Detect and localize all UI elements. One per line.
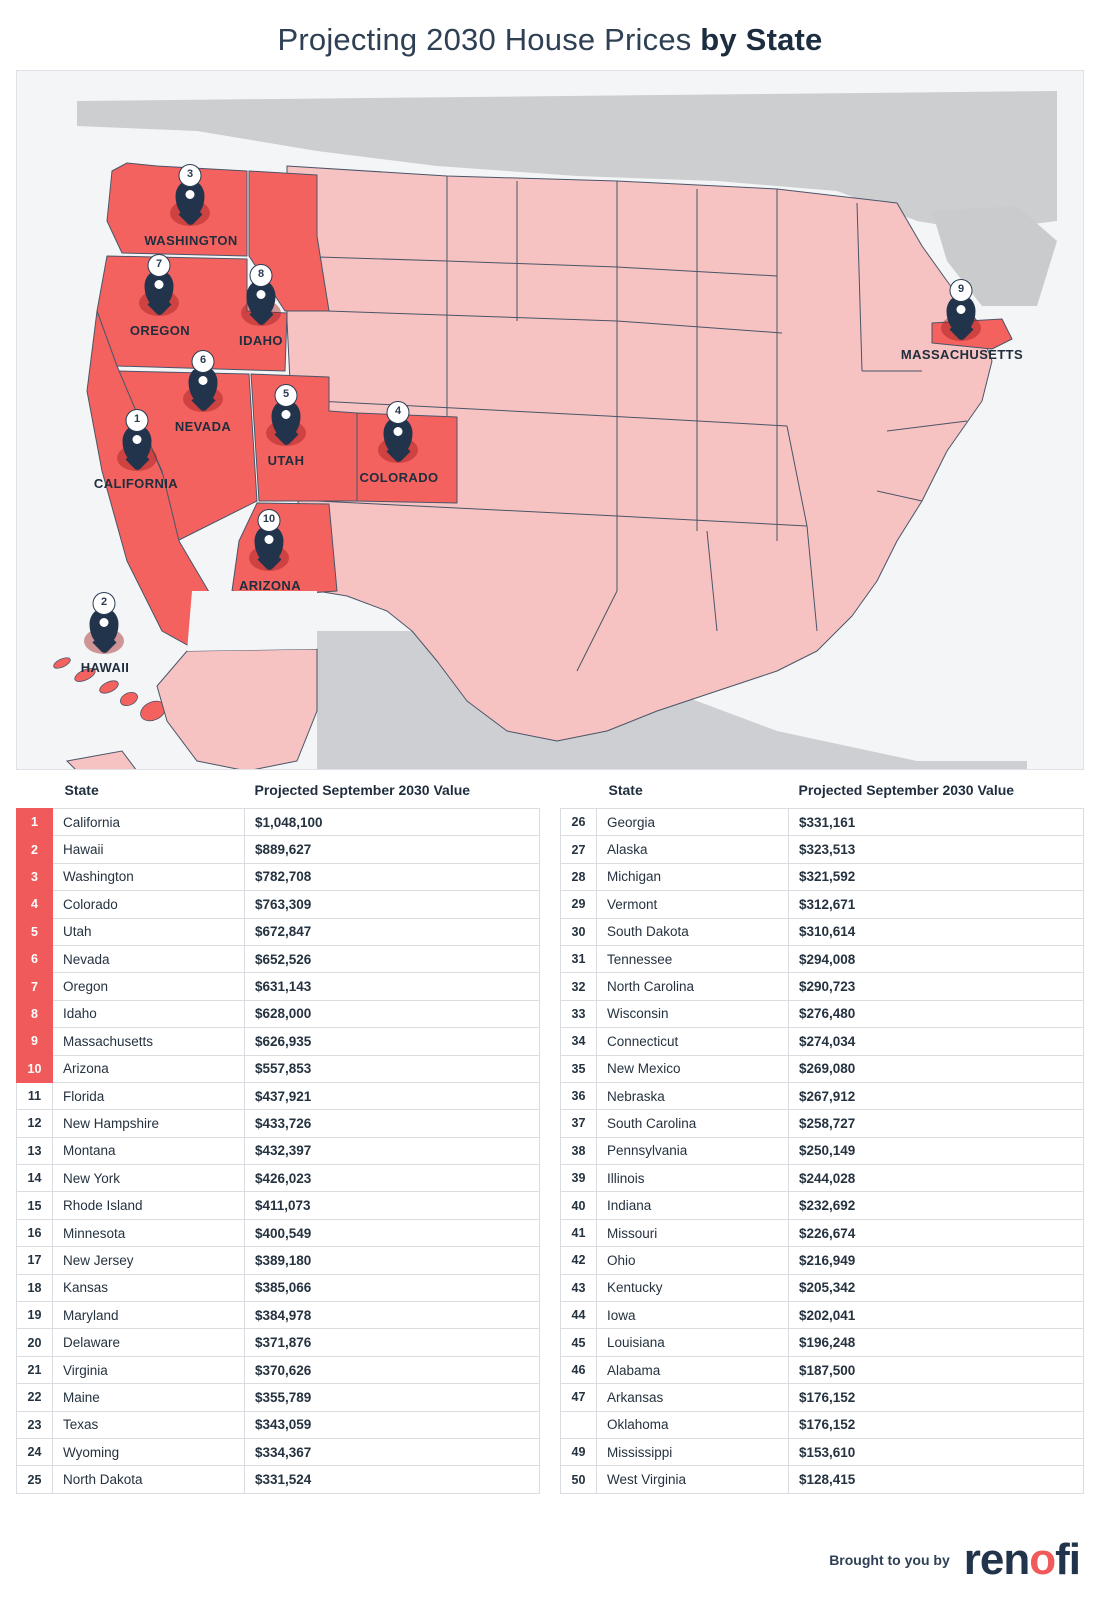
state-cell: Florida bbox=[53, 1082, 245, 1109]
state-cell: Missouri bbox=[597, 1219, 789, 1246]
state-cell: Texas bbox=[53, 1411, 245, 1438]
value-cell: $323,513 bbox=[789, 836, 1084, 863]
ranking-table-left bbox=[16, 782, 540, 1494]
rank-cell: 27 bbox=[561, 836, 597, 863]
state-cell: North Carolina bbox=[597, 973, 789, 1000]
state-cell: South Carolina bbox=[597, 1110, 789, 1137]
rank-cell: 9 bbox=[17, 1028, 53, 1055]
map-pin[interactable] bbox=[264, 384, 308, 446]
value-cell: $626,935 bbox=[245, 1028, 540, 1055]
state-cell: Virginia bbox=[53, 1356, 245, 1383]
value-cell: $411,073 bbox=[245, 1192, 540, 1219]
table-row bbox=[561, 1082, 1084, 1109]
rank-cell: 50 bbox=[561, 1466, 597, 1493]
table-row bbox=[17, 973, 540, 1000]
pin-dot bbox=[155, 280, 164, 289]
state-header: State bbox=[64, 782, 99, 798]
rank-cell: 42 bbox=[561, 1247, 597, 1274]
value-cell: $226,674 bbox=[789, 1219, 1084, 1246]
pin-rank: 6 bbox=[192, 350, 215, 373]
table-row bbox=[17, 1411, 540, 1438]
value-cell: $331,161 bbox=[789, 809, 1084, 836]
pin-rank: 3 bbox=[179, 164, 202, 187]
state-label-hawaii: HAWAII bbox=[80, 660, 130, 675]
state-label-colorado: COLORADO bbox=[359, 470, 439, 485]
page-title-plain: Projecting 2030 House Prices bbox=[277, 22, 701, 57]
state-label-arizona: ARIZONA bbox=[238, 578, 302, 593]
value-cell: $389,180 bbox=[245, 1247, 540, 1274]
value-cell: $269,080 bbox=[789, 1055, 1084, 1082]
map-pin[interactable] bbox=[137, 254, 181, 316]
state-cell: Colorado bbox=[53, 891, 245, 918]
state-cell: Montana bbox=[53, 1137, 245, 1164]
pin-rank: 2 bbox=[93, 592, 116, 615]
value-cell: $294,008 bbox=[789, 945, 1084, 972]
value-cell: $128,415 bbox=[789, 1466, 1084, 1493]
table-row bbox=[561, 1411, 1084, 1438]
value-cell: $400,549 bbox=[245, 1219, 540, 1246]
state-cell: Tennessee bbox=[597, 945, 789, 972]
rank-cell: 10 bbox=[17, 1055, 53, 1082]
state-cell: South Dakota bbox=[597, 918, 789, 945]
rank-cell bbox=[561, 1411, 597, 1438]
value-cell: $631,143 bbox=[245, 973, 540, 1000]
value-cell: $1,048,100 bbox=[245, 809, 540, 836]
rank-cell: 31 bbox=[561, 945, 597, 972]
page-title bbox=[0, 0, 1100, 58]
map-pin[interactable] bbox=[168, 164, 212, 226]
rank-cell: 47 bbox=[561, 1384, 597, 1411]
state-cell: Hawaii bbox=[53, 836, 245, 863]
value-cell: $889,627 bbox=[245, 836, 540, 863]
state-cell: Utah bbox=[53, 918, 245, 945]
map-pin[interactable] bbox=[247, 509, 291, 571]
value-cell: $384,978 bbox=[245, 1302, 540, 1329]
value-cell: $312,671 bbox=[789, 891, 1084, 918]
state-cell: Maryland bbox=[53, 1302, 245, 1329]
state-cell: Oklahoma bbox=[597, 1411, 789, 1438]
value-cell: $202,041 bbox=[789, 1302, 1084, 1329]
pin-dot bbox=[957, 305, 966, 314]
value-cell: $176,152 bbox=[789, 1384, 1084, 1411]
value-cell: $672,847 bbox=[245, 918, 540, 945]
table-row bbox=[561, 809, 1084, 836]
state-cell: Arkansas bbox=[597, 1384, 789, 1411]
rank-cell: 8 bbox=[17, 1000, 53, 1027]
table-row bbox=[561, 1000, 1084, 1027]
pin-rank: 9 bbox=[950, 279, 973, 302]
value-cell: $628,000 bbox=[245, 1000, 540, 1027]
table-row bbox=[17, 945, 540, 972]
state-cell: Wisconsin bbox=[597, 1000, 789, 1027]
state-label-california: CALIFORNIA bbox=[93, 476, 179, 491]
rank-cell: 46 bbox=[561, 1356, 597, 1383]
table-row bbox=[561, 1329, 1084, 1356]
state-cell: Mississippi bbox=[597, 1438, 789, 1465]
rank-header bbox=[17, 782, 53, 809]
pin-rank: 10 bbox=[258, 509, 281, 532]
pin-rank: 7 bbox=[148, 254, 171, 277]
ranking-tables bbox=[16, 782, 1084, 1494]
table-row bbox=[561, 945, 1084, 972]
rank-cell: 36 bbox=[561, 1082, 597, 1109]
table-row bbox=[17, 1000, 540, 1027]
state-cell: Delaware bbox=[53, 1329, 245, 1356]
map-pin[interactable] bbox=[376, 401, 420, 463]
map-pin[interactable] bbox=[115, 409, 159, 471]
state-cell: Massachusetts bbox=[53, 1028, 245, 1055]
state-label-massachusetts: MASSACHUSETTS bbox=[900, 347, 1024, 362]
state-cell: Vermont bbox=[597, 891, 789, 918]
table-row bbox=[561, 973, 1084, 1000]
rank-cell: 3 bbox=[17, 863, 53, 890]
table-row bbox=[17, 1466, 540, 1493]
pin-dot bbox=[100, 618, 109, 627]
state-cell: New Jersey bbox=[53, 1247, 245, 1274]
state-label-utah: UTAH bbox=[267, 453, 305, 468]
table-row bbox=[17, 863, 540, 890]
rank-cell: 4 bbox=[17, 891, 53, 918]
renofi-logo bbox=[963, 1535, 1080, 1584]
value-cell: $334,367 bbox=[245, 1438, 540, 1465]
rank-cell: 33 bbox=[561, 1000, 597, 1027]
table-row bbox=[17, 1165, 540, 1192]
value-cell: $331,524 bbox=[245, 1466, 540, 1493]
footer bbox=[829, 1535, 1080, 1584]
state-label-oregon: OREGON bbox=[129, 323, 191, 338]
rank-cell: 15 bbox=[17, 1192, 53, 1219]
rank-cell: 38 bbox=[561, 1137, 597, 1164]
table-row bbox=[561, 891, 1084, 918]
table-row bbox=[561, 1302, 1084, 1329]
value-cell: $310,614 bbox=[789, 918, 1084, 945]
table-row bbox=[561, 1247, 1084, 1274]
rank-cell: 44 bbox=[561, 1302, 597, 1329]
value-cell: $196,248 bbox=[789, 1329, 1084, 1356]
value-cell: $267,912 bbox=[789, 1082, 1084, 1109]
table-row bbox=[17, 809, 540, 836]
value-cell: $187,500 bbox=[789, 1356, 1084, 1383]
map-pin[interactable] bbox=[939, 279, 983, 341]
rank-cell: 43 bbox=[561, 1274, 597, 1301]
table-row bbox=[17, 1274, 540, 1301]
value-cell: $433,726 bbox=[245, 1110, 540, 1137]
rank-cell: 12 bbox=[17, 1110, 53, 1137]
rank-cell: 21 bbox=[17, 1356, 53, 1383]
state-cell: California bbox=[53, 809, 245, 836]
state-cell: Indiana bbox=[597, 1192, 789, 1219]
table-row bbox=[17, 1137, 540, 1164]
value-header: Projected September 2030 Value bbox=[798, 782, 1015, 798]
state-cell: Georgia bbox=[597, 809, 789, 836]
state-cell: Rhode Island bbox=[53, 1192, 245, 1219]
rank-cell: 39 bbox=[561, 1165, 597, 1192]
pin-dot bbox=[265, 535, 274, 544]
pin-rank: 5 bbox=[275, 384, 298, 407]
logo-part-a: ren bbox=[963, 1535, 1030, 1584]
table-row bbox=[561, 1028, 1084, 1055]
rank-cell: 45 bbox=[561, 1329, 597, 1356]
rank-cell: 24 bbox=[17, 1438, 53, 1465]
value-cell: $274,034 bbox=[789, 1028, 1084, 1055]
value-cell: $426,023 bbox=[245, 1165, 540, 1192]
table-row bbox=[561, 1110, 1084, 1137]
table-row bbox=[17, 1055, 540, 1082]
state-cell: Michigan bbox=[597, 863, 789, 890]
rank-cell: 17 bbox=[17, 1247, 53, 1274]
table-row bbox=[17, 1356, 540, 1383]
page-title-bold: by State bbox=[700, 22, 823, 57]
pin-dot bbox=[186, 190, 195, 199]
us-map bbox=[16, 70, 1084, 770]
value-cell: $437,921 bbox=[245, 1082, 540, 1109]
value-header: Projected September 2030 Value bbox=[254, 782, 471, 798]
state-cell: North Dakota bbox=[53, 1466, 245, 1493]
value-cell: $355,789 bbox=[245, 1384, 540, 1411]
logo-part-b: fi bbox=[1055, 1535, 1080, 1584]
table-row bbox=[17, 1219, 540, 1246]
table-row bbox=[561, 1165, 1084, 1192]
rank-cell: 20 bbox=[17, 1329, 53, 1356]
table-row bbox=[561, 918, 1084, 945]
table-row bbox=[17, 836, 540, 863]
footer-byline: Brought to you by bbox=[829, 1552, 950, 1568]
state-cell: New Mexico bbox=[597, 1055, 789, 1082]
map-pin[interactable] bbox=[82, 592, 126, 654]
state-cell: Wyoming bbox=[53, 1438, 245, 1465]
rank-cell: 1 bbox=[17, 809, 53, 836]
table-row bbox=[561, 836, 1084, 863]
value-cell: $652,526 bbox=[245, 945, 540, 972]
state-cell: Iowa bbox=[597, 1302, 789, 1329]
state-cell: Connecticut bbox=[597, 1028, 789, 1055]
state-cell: Minnesota bbox=[53, 1219, 245, 1246]
pin-rank: 1 bbox=[126, 409, 149, 432]
value-cell: $370,626 bbox=[245, 1356, 540, 1383]
table-row bbox=[561, 1466, 1084, 1493]
state-cell: Kentucky bbox=[597, 1274, 789, 1301]
rank-cell: 41 bbox=[561, 1219, 597, 1246]
rank-cell: 19 bbox=[17, 1302, 53, 1329]
state-cell: Oregon bbox=[53, 973, 245, 1000]
rank-cell: 16 bbox=[17, 1219, 53, 1246]
map-pin[interactable] bbox=[239, 264, 283, 326]
table-row bbox=[561, 1356, 1084, 1383]
rank-cell: 25 bbox=[17, 1466, 53, 1493]
value-cell: $216,949 bbox=[789, 1247, 1084, 1274]
state-cell: Arizona bbox=[53, 1055, 245, 1082]
state-cell: New Hampshire bbox=[53, 1110, 245, 1137]
state-cell: Nebraska bbox=[597, 1082, 789, 1109]
table-row bbox=[17, 918, 540, 945]
rank-cell: 26 bbox=[561, 809, 597, 836]
value-cell: $385,066 bbox=[245, 1274, 540, 1301]
state-cell: Ohio bbox=[597, 1247, 789, 1274]
value-cell: $343,059 bbox=[245, 1411, 540, 1438]
pin-dot bbox=[199, 376, 208, 385]
state-label-washington: WASHINGTON bbox=[144, 233, 238, 248]
table-row bbox=[17, 1028, 540, 1055]
value-cell: $244,028 bbox=[789, 1165, 1084, 1192]
value-cell: $371,876 bbox=[245, 1329, 540, 1356]
pin-dot bbox=[133, 435, 142, 444]
pin-rank: 4 bbox=[387, 401, 410, 424]
table-row bbox=[17, 1329, 540, 1356]
pin-dot bbox=[282, 410, 291, 419]
table-row bbox=[17, 891, 540, 918]
rank-cell: 7 bbox=[17, 973, 53, 1000]
rank-cell: 22 bbox=[17, 1384, 53, 1411]
state-header: State bbox=[608, 782, 643, 798]
rank-cell: 34 bbox=[561, 1028, 597, 1055]
state-cell: Nevada bbox=[53, 945, 245, 972]
state-cell: Kansas bbox=[53, 1274, 245, 1301]
state-cell: Louisiana bbox=[597, 1329, 789, 1356]
rank-cell: 14 bbox=[17, 1165, 53, 1192]
rank-cell: 37 bbox=[561, 1110, 597, 1137]
value-cell: $250,149 bbox=[789, 1137, 1084, 1164]
rank-cell: 11 bbox=[17, 1082, 53, 1109]
rank-cell: 2 bbox=[17, 836, 53, 863]
ranking-table-right bbox=[560, 782, 1084, 1494]
rank-cell: 28 bbox=[561, 863, 597, 890]
map-pin[interactable] bbox=[181, 350, 225, 412]
table-header-row bbox=[17, 782, 540, 809]
value-cell: $258,727 bbox=[789, 1110, 1084, 1137]
value-cell: $276,480 bbox=[789, 1000, 1084, 1027]
rank-cell: 32 bbox=[561, 973, 597, 1000]
rank-cell: 23 bbox=[17, 1411, 53, 1438]
pin-dot bbox=[394, 427, 403, 436]
table-row bbox=[561, 1192, 1084, 1219]
value-cell: $176,152 bbox=[789, 1411, 1084, 1438]
value-cell: $232,692 bbox=[789, 1192, 1084, 1219]
rank-header bbox=[561, 782, 597, 809]
rank-cell: 5 bbox=[17, 918, 53, 945]
value-cell: $763,309 bbox=[245, 891, 540, 918]
state-cell: Illinois bbox=[597, 1165, 789, 1192]
table-row bbox=[561, 863, 1084, 890]
table-header-row bbox=[561, 782, 1084, 809]
state-label-nevada: NEVADA bbox=[174, 419, 232, 434]
rank-cell: 18 bbox=[17, 1274, 53, 1301]
rank-cell: 6 bbox=[17, 945, 53, 972]
state-cell: Alaska bbox=[597, 836, 789, 863]
rank-cell: 29 bbox=[561, 891, 597, 918]
state-cell: Alabama bbox=[597, 1356, 789, 1383]
state-cell: New York bbox=[53, 1165, 245, 1192]
value-cell: $153,610 bbox=[789, 1438, 1084, 1465]
table-row bbox=[561, 1384, 1084, 1411]
table-row bbox=[17, 1082, 540, 1109]
state-label-idaho: IDAHO bbox=[239, 333, 283, 348]
value-cell: $782,708 bbox=[245, 863, 540, 890]
rank-cell: 13 bbox=[17, 1137, 53, 1164]
table-row bbox=[17, 1302, 540, 1329]
state-cell: West Virginia bbox=[597, 1466, 789, 1493]
rank-cell: 35 bbox=[561, 1055, 597, 1082]
rank-cell: 40 bbox=[561, 1192, 597, 1219]
value-cell: $321,592 bbox=[789, 863, 1084, 890]
table-row bbox=[561, 1219, 1084, 1246]
table-row bbox=[561, 1137, 1084, 1164]
pin-rank: 8 bbox=[250, 264, 273, 287]
state-cell: Idaho bbox=[53, 1000, 245, 1027]
rank-cell: 49 bbox=[561, 1438, 597, 1465]
table-row bbox=[17, 1247, 540, 1274]
value-cell: $432,397 bbox=[245, 1137, 540, 1164]
table-row bbox=[17, 1192, 540, 1219]
table-row bbox=[17, 1438, 540, 1465]
rank-cell: 30 bbox=[561, 918, 597, 945]
logo-part-o: o bbox=[1029, 1535, 1056, 1584]
value-cell: $557,853 bbox=[245, 1055, 540, 1082]
state-cell: Maine bbox=[53, 1384, 245, 1411]
table-row bbox=[561, 1438, 1084, 1465]
pin-dot bbox=[257, 290, 266, 299]
table-row bbox=[561, 1274, 1084, 1301]
table-row bbox=[17, 1110, 540, 1137]
value-cell: $205,342 bbox=[789, 1274, 1084, 1301]
state-cell: Pennsylvania bbox=[597, 1137, 789, 1164]
table-row bbox=[561, 1055, 1084, 1082]
state-cell: Washington bbox=[53, 863, 245, 890]
table-row bbox=[17, 1384, 540, 1411]
value-cell: $290,723 bbox=[789, 973, 1084, 1000]
